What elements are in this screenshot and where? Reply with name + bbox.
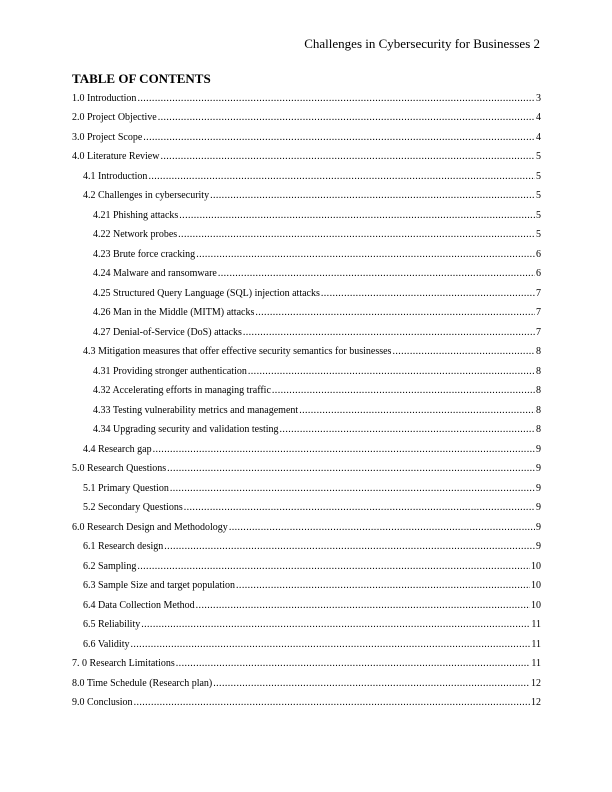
toc-dot-leader — [272, 385, 535, 397]
toc-dot-leader — [213, 678, 530, 690]
toc-dot-leader — [255, 307, 535, 319]
toc-entry-text: 4.34 Upgrading security and validation testing — [93, 424, 279, 435]
toc-entry[interactable] — [72, 651, 541, 671]
toc-entry[interactable] — [72, 358, 541, 378]
toc-entry-text: 5.0 Research Questions — [72, 463, 167, 474]
toc-entry-text: 4.27 Denial-of-Service (DoS) attacks — [93, 326, 242, 338]
toc-entry[interactable] — [72, 612, 541, 632]
toc-dot-leader — [176, 658, 531, 670]
toc-dot-leader — [280, 424, 535, 436]
toc-entry[interactable] — [72, 241, 541, 261]
toc-entry-page: 6 — [536, 248, 541, 260]
toc-entry-page: 12 — [531, 697, 541, 708]
toc-entry-text: 6.5 Reliability — [83, 619, 141, 630]
toc-entry-page: 8 — [536, 365, 541, 377]
toc-dot-leader — [137, 93, 535, 105]
toc-entry-page: 9 — [536, 521, 541, 533]
toc-dot-leader — [184, 502, 535, 514]
toc-dot-leader — [229, 522, 535, 534]
toc-entry-page: 5 — [536, 170, 541, 182]
toc-entry[interactable] — [72, 514, 541, 534]
toc-entry[interactable] — [72, 261, 541, 281]
toc-entry-text: 3.0 Project Scope — [72, 131, 143, 143]
toc-entry-page: 8 — [536, 424, 541, 435]
toc-entry[interactable] — [72, 183, 541, 203]
toc-entry-text: 9.0 Conclusion — [72, 697, 133, 708]
toc-entry-page: 9 — [536, 482, 541, 494]
toc-entry-text: 4.1 Introduction — [83, 170, 148, 182]
toc-dot-leader — [321, 288, 535, 300]
toc-entry[interactable] — [72, 222, 541, 242]
toc-dot-leader — [130, 639, 530, 651]
toc-entry[interactable] — [72, 85, 541, 105]
toc-entry-text: 6.2 Sampling — [83, 560, 137, 572]
toc-dot-leader — [148, 171, 535, 183]
toc-entry[interactable] — [72, 397, 541, 417]
toc-entry[interactable] — [72, 124, 541, 144]
toc-entry-page: 9 — [536, 541, 541, 552]
toc-entry[interactable] — [72, 105, 541, 125]
toc-entry[interactable] — [72, 475, 541, 495]
toc-entry-page: 4 — [536, 112, 541, 123]
toc-entry-text: 4.0 Literature Review — [72, 151, 160, 162]
toc-entry[interactable] — [72, 300, 541, 320]
toc-entry-page: 3 — [536, 92, 541, 104]
toc-entry[interactable] — [72, 690, 541, 710]
toc-entry-text: 4.2 Challenges in cybersecurity — [83, 190, 210, 201]
toc-entry-page: 8 — [536, 346, 541, 357]
toc-entry-page: 5 — [536, 151, 541, 162]
toc-dot-leader — [218, 268, 535, 280]
toc-entry-page: 7 — [536, 307, 541, 318]
toc-dot-leader — [248, 366, 535, 378]
toc-entry[interactable] — [72, 144, 541, 164]
toc-entry-text: 5.1 Primary Question — [83, 482, 169, 494]
toc-entry-text: 6.3 Sample Size and target population — [83, 580, 236, 591]
toc-entry-page: 9 — [536, 502, 541, 513]
toc-dot-leader — [299, 405, 535, 417]
toc-dot-leader — [243, 327, 535, 339]
toc-dot-leader — [141, 619, 530, 631]
toc-entry-text: 6.1 Research design — [83, 541, 164, 552]
toc-dot-leader — [153, 444, 535, 456]
toc-entry-text: 5.2 Secondary Questions — [83, 502, 183, 513]
toc-dot-leader — [178, 229, 535, 241]
toc-entry-text: 4.31 Providing stronger authentication — [93, 365, 247, 377]
toc-entry[interactable] — [72, 670, 541, 690]
toc-entry-page: 10 — [531, 560, 541, 572]
toc-entry-text: 8.0 Time Schedule (Research plan) — [72, 677, 213, 689]
toc-dot-leader — [134, 697, 530, 709]
toc-entry-text: 4.4 Research gap — [83, 443, 152, 455]
toc-entry[interactable] — [72, 495, 541, 515]
toc-entry[interactable] — [72, 319, 541, 339]
toc-entry-page: 11 — [531, 638, 541, 650]
toc-entry-page: 10 — [531, 599, 541, 611]
toc-entry-page: 8 — [536, 385, 541, 396]
toc-dot-leader — [137, 561, 530, 573]
running-header: Challenges in Cybersecurity for Businesses 2 — [304, 36, 540, 51]
toc-entry-page: 10 — [531, 580, 541, 591]
toc-dot-leader — [170, 483, 535, 495]
toc-entry-text: 4.21 Phishing attacks — [93, 209, 179, 221]
toc-dot-leader — [158, 112, 535, 124]
toc-entry-text: 7. 0 Research Limitations — [72, 658, 175, 669]
toc-dot-leader — [392, 346, 535, 358]
toc-entry-page: 9 — [536, 443, 541, 455]
toc-dot-leader — [196, 600, 530, 612]
toc-entry-text: 2.0 Project Objective — [72, 112, 157, 123]
toc-entry-page: 12 — [531, 677, 541, 689]
toc-entry-text: 4.22 Network probes — [93, 229, 178, 240]
toc-entry-text: 6.6 Validity — [83, 638, 130, 650]
toc-entry-text: 4.33 Testing vulnerability metrics and management — [93, 404, 299, 416]
toc-list — [72, 85, 541, 709]
toc-dot-leader — [160, 151, 535, 163]
toc-entry[interactable] — [72, 163, 541, 183]
toc-entry[interactable] — [72, 417, 541, 437]
toc-entry-page: 7 — [536, 326, 541, 338]
toc-entry[interactable] — [72, 456, 541, 476]
toc-entry[interactable] — [72, 339, 541, 359]
toc-entry[interactable] — [72, 592, 541, 612]
toc-entry-page: 5 — [536, 190, 541, 201]
toc-entry-page: 11 — [531, 658, 541, 669]
toc-dot-leader — [179, 210, 535, 222]
toc-entry-page: 4 — [536, 131, 541, 143]
toc-entry-page: 8 — [536, 404, 541, 416]
toc-entry[interactable] — [72, 202, 541, 222]
toc-entry-page: 9 — [536, 463, 541, 474]
toc-entry[interactable] — [72, 534, 541, 554]
toc-entry[interactable] — [72, 436, 541, 456]
toc-entry-text: 4.23 Brute force cracking — [93, 248, 196, 260]
toc-dot-leader — [236, 580, 530, 592]
toc-entry-text: 1.0 Introduction — [72, 92, 137, 104]
toc-entry-text: 4.3 Mitigation measures that offer effective security semantics for businesses — [83, 346, 392, 357]
toc-dot-leader — [143, 132, 535, 144]
toc-dot-leader — [164, 541, 535, 553]
toc-dot-leader — [196, 249, 535, 261]
toc-entry-text: 6.0 Research Design and Methodology — [72, 521, 228, 533]
toc-entry[interactable] — [72, 573, 541, 593]
toc-entry-page: 5 — [536, 209, 541, 221]
toc-title: TABLE OF CONTENTS — [72, 71, 211, 86]
toc-entry-page: 7 — [536, 287, 541, 299]
toc-dot-leader — [167, 463, 535, 475]
toc-dot-leader — [210, 190, 535, 202]
toc-entry-page: 11 — [531, 619, 541, 630]
toc-entry-page: 5 — [536, 229, 541, 240]
toc-entry[interactable] — [72, 631, 541, 651]
toc-entry-text: 6.4 Data Collection Method — [83, 599, 195, 611]
toc-entry[interactable] — [72, 280, 541, 300]
toc-entry[interactable] — [72, 553, 541, 573]
toc-entry-page: 6 — [536, 268, 541, 279]
toc-entry-text: 4.24 Malware and ransomware — [93, 268, 217, 279]
toc-entry[interactable] — [72, 378, 541, 398]
toc-entry-text: 4.32 Accelerating efforts in managing traffic — [93, 385, 271, 396]
toc-entry-text: 4.25 Structured Query Language (SQL) injection attacks — [93, 287, 320, 299]
toc-entry-text: 4.26 Man in the Middle (MITM) attacks — [93, 307, 255, 318]
